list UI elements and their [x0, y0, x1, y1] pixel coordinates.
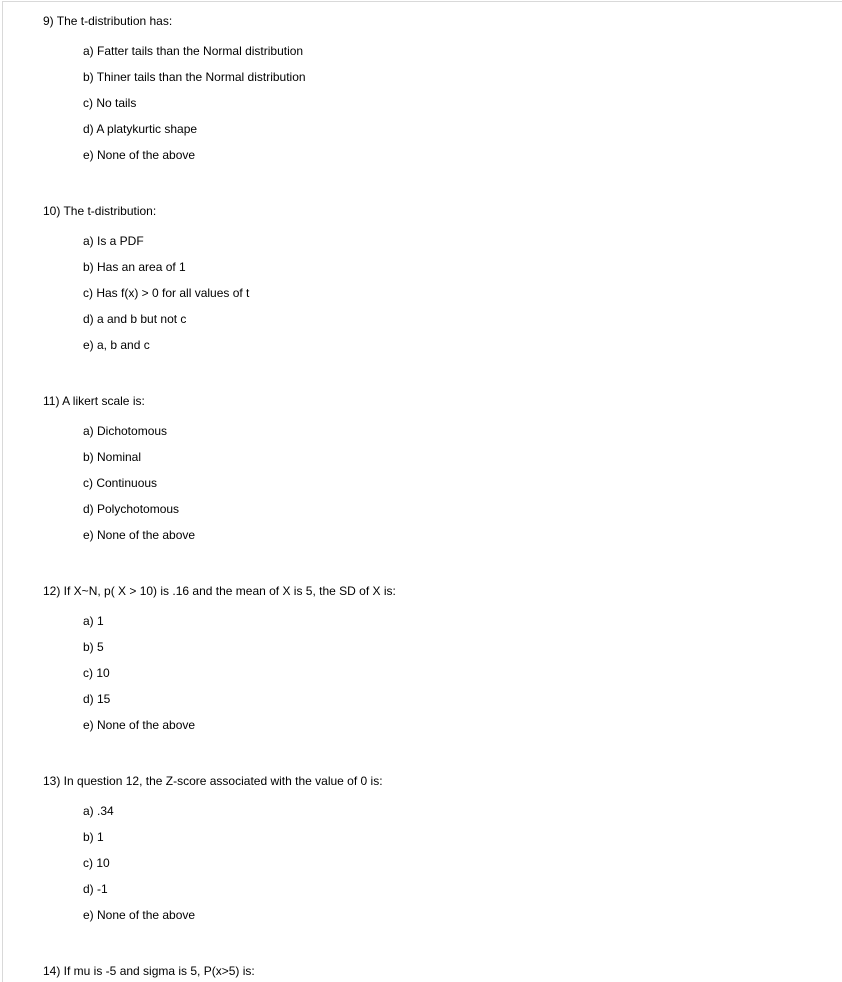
question-9-option-e: e) None of the above: [83, 148, 196, 162]
question-13-option-e: e) None of the above: [83, 908, 196, 922]
question-10-option-b: b) Has an area of 1: [83, 260, 186, 274]
question-10-option-d: d) a and b but not c: [83, 312, 187, 326]
question-13-text: 13) In question 12, the Z-score associated with the value of 0 is:: [43, 774, 383, 788]
question-11-option-b: b) Nominal: [83, 450, 142, 464]
question-11-option-c: c) Continuous: [83, 476, 158, 490]
question-12-option-d: d) 15: [83, 692, 111, 706]
question-9-option-d: d) A platykurtic shape: [83, 122, 198, 136]
question-11-option-e: e) None of the above: [83, 528, 196, 542]
question-13-option-b: b) 1: [83, 830, 104, 844]
question-11-text: 11) A likert scale is:: [43, 394, 145, 408]
question-10-option-e: e) a, b and c: [83, 338, 150, 352]
question-10-text: 10) The t-distribution:: [43, 204, 157, 218]
question-14-text: 14) If mu is -5 and sigma is 5, P(x>5) is:: [43, 964, 255, 978]
question-9-option-b: b) Thiner tails than the Normal distribution: [83, 70, 306, 84]
question-9-text: 9) The t-distribution has:: [43, 14, 173, 28]
question-12-option-b: b) 5: [83, 640, 104, 654]
question-11-option-d: d) Polychotomous: [83, 502, 180, 516]
question-9-option-a: a) Fatter tails than the Normal distribution: [83, 44, 304, 58]
question-9-option-c: c) No tails: [83, 96, 137, 110]
question-12-option-a: a) 1: [83, 614, 104, 628]
question-11-option-a: a) Dichotomous: [83, 424, 168, 438]
question-12-text: 12) If X~N, p( X > 10) is .16 and the mean of X is 5, the SD of X is:: [43, 584, 396, 598]
question-13-option-a: a) .34: [83, 804, 114, 818]
question-13-option-d: d) -1: [83, 882, 108, 896]
document-page: [2, 1, 842, 982]
question-13-option-c: c) 10: [83, 856, 110, 870]
question-10-option-a: a) Is a PDF: [83, 234, 144, 248]
question-12-option-c: c) 10: [83, 666, 110, 680]
question-10-option-c: c) Has f(x) > 0 for all values of t: [83, 286, 250, 300]
question-12-option-e: e) None of the above: [83, 718, 196, 732]
